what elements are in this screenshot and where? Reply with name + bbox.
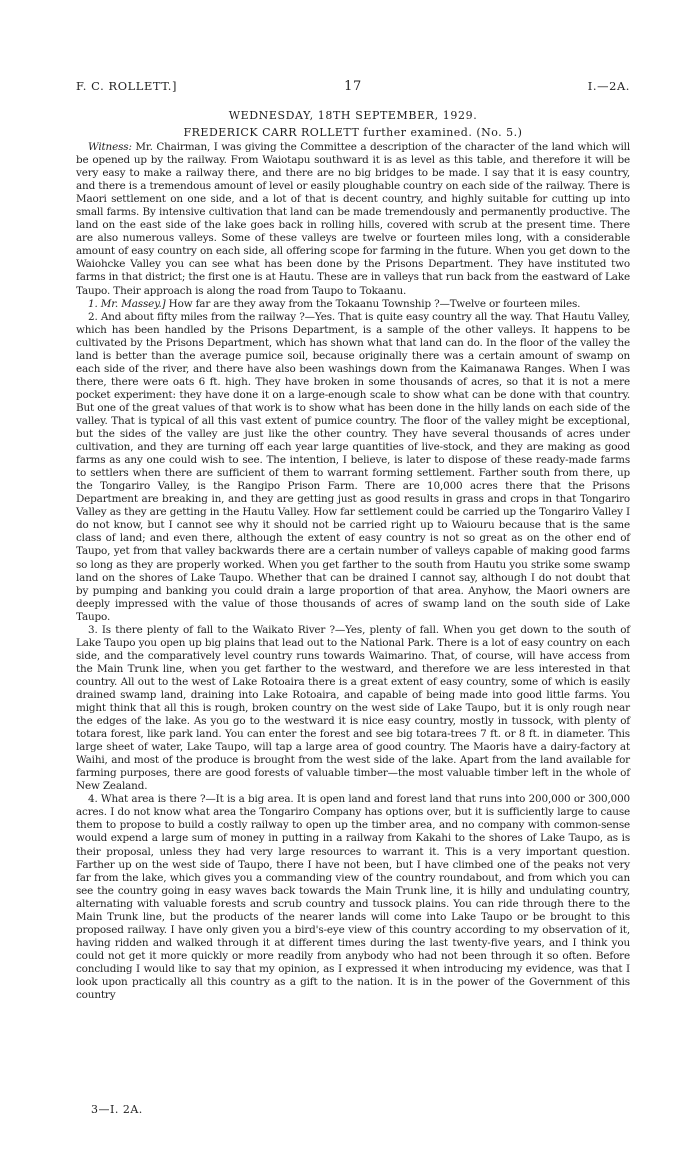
running-header [76,79,630,95]
page-number: 17 [344,79,362,94]
paragraph [76,298,630,311]
header-author: F. C. ROLLETT.] [76,79,178,93]
header-reference: I.—2A. [587,79,630,93]
paragraph [76,793,630,1002]
evidence-body [76,141,630,1002]
paragraph-text: 3. Is there plenty of fall to the Waikato River ?—Yes, plenty of fall. When you get down to the south of Lake Taupo you open up big plains that lead out to the National Park. There is a lot of easy country on each side, and the comparatively level country runs towards Waimarino. That, of course, will have access from the Main Trunk line, when you get farther to the westward, and therefore we are less interested in that country. All out to the west of Lake Rotoaira there is a great extent of easy country, some of which is easily drained swamp land, draining into Lake Rotoaira, and capable of being made into good little farms. You might think that all this is rough, broken country on the west side of Lake Taupo, but it is only rough near the edges of the lake. As you go to the westward it is nice easy country, mostly in tussock, with plenty of totara forest, like park land. You can enter the forest and see big totara-trees 7 ft. or 8 ft. in diameter. This large sheet of water, Lake Taupo, will tap a large area of good country. The Maoris have a dairy-factory at Waihi, and most of the produce is brought from the west side of the lake. Apart from the land available for farming purposes, there are good forests of valuable timber—the most valuable timber left in the whole of New Zealand. [76,623,630,793]
date-line: WEDNESDAY, 18TH SEPTEMBER, 1929. [228,109,478,122]
paragraph [76,141,630,298]
session-subtitle: FREDERICK CARR ROLLETT further examined. (No. 5.) [183,126,523,139]
paragraph-text: 2. And about fifty miles from the railway ?—Yes. That is quite easy country all the way. That Hautu Valley, which has been handled by the Prisons Department, is a sample of the other valleys. It happens to be cultivated by the Prisons Department, which has shown what that land can do. In the floor of the valley the land is better than the average pumice soil, because originally there was a certain amount of swamp on each side of the river, and there have also been washings down from the Kaimanawa Ranges. When I was there, there were oats 6 ft. high. They have broken in some thousands of acres, so that it is not a mere pocket experiment: they have done it on a large-enough scale to show what can be done with that country. But one of the great values of that work is to show what has been done in the hilly lands on each side of the valley. That is typical of all this vast extent of pumice country. The floor of the valley might be exceptional, but the sides of the valley are just like the other country. They have several thousands of acres under cultivation, and they are turning off each year large quantities of live-stock, and they are making as good farms as any one could wish to see. The intention, I believe, is later to dispose of these ready-made farms to settlers when there are sufficient of them to warrant forming settlement. Farther south from there, up the Tongariro Valley, is the Rangipo Prison Farm. There are 10,000 acres there that the Prisons Department are breaking in, and they are getting just as good results in grass and crops in that Tongariro Valley as they are getting in the Hautu Valley. How far settlement could be carried up the Tongariro Valley I do not know, but I cannot see why it should not be carried right up to Waiouru because that is the same class of land; and even there, although the extent of easy country is not so great as on the other end of Taupo, yet from that valley backwards there are a certain number of valleys capable of making good farms so long as they are properly worked. When you get farther to the south from Hautu you strike some swamp land on the shores of Lake Taupo. Whether that can be drained I cannot say, although I do not doubt that by pumping and banking you could drain a large proportion of that area. Anyhow, the Maori owners are deeply impressed with the value of those thousands of acres of swamp land on the south side of Lake Taupo. [76,310,630,623]
paragraph [76,624,630,794]
speaker-label: Witness: [88,141,132,153]
speaker-label: 1. Mr. Massey.] [88,297,166,310]
paragraph-text: 4. What area is there ?—It is a big area. It is open land and forest land that runs into 200,000 or 300,000 acres. I do not know what area the Tongariro Company has options over, but it is sufficiently large to cause them to propose to build a costly railway to open up the timber area, and no company with common-sense would expend a large sum of money in putting in a railway from Kakahi to the shores of Lake Taupo, as is their proposal, unless they had very large resources to warrant it. This is a very important question. Farther up on the west side of Taupo, there I have not been, but I have climbed one of the peaks not very far from the lake, which gives you a commanding view of the country roundabout, and from which you can see the country going in easy waves back towards the Main Trunk line, it is hilly and undulating country, alternating with valuable forests and scrub country and tussock plains. You can ride through there to the Main Trunk line, but the products of the nearer lands will come into Lake Taupo or be brought to this proposed railway. I have only given you a bird's-eye view of this country according to my observation of it, having ridden and walked through it at different times during the last twenty-five years, and I think you could not get it more quickly or more readily from anybody who had not been through it so often. Before concluding I would like to say that my opinion, as I expressed it when introducing my evidence, was that I look upon practically all this country as a gift to the nation. It is in the power of the Government of this country [76,793,630,1002]
paragraph [76,311,630,624]
paragraph-text: Mr. Chairman, I was giving the Committee a description of the character of the land which will be opened up by the railway. From Waiotapu southward it is as level as this table, and therefore it will be very easy to make a railway there, and there are no big bridges to be made. I say that it is easy country, and there is a tremendous amount of level or easily ploughable country on each side of the railway. There is Maori settlement on one side, and a lot of that is decent country, and highly suitable for cutting up into small farms. By intensive cultivation that land can be made tremendously and permanently productive. The land on the east side of the lake goes back in rolling hills, covered with scrub at the present time. There are also numerous valleys. Some of these valleys are twelve or fourteen miles long, with a considerable amount of easy country on each side, all offering scope for farming in the future. When you get down to the Waiohcke Valley you can see what has been done by the Prisons Department. They have instituted two farms in that district; the first one is at Hautu. These are in valleys that run back from the eastward of Lake Taupo. Their approach is along the road from Taupo to Tokaanu. [76,141,630,297]
signature-mark: 3—I. 2A. [91,1103,143,1116]
paragraph-text: How far are they away from the Tokaanu Township ?—Twelve or fourteen miles. [165,297,581,310]
